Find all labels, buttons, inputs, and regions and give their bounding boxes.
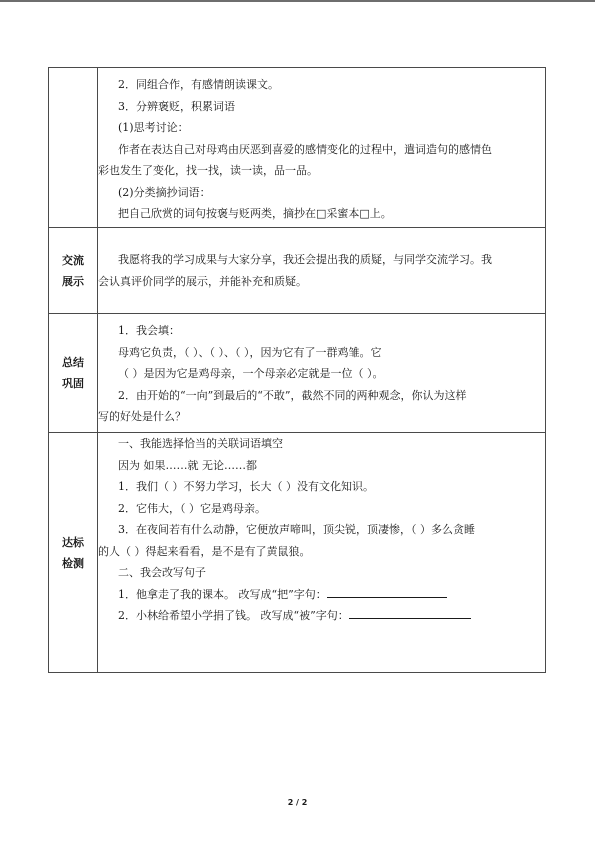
text-line — [98, 541, 545, 563]
text-line — [98, 562, 545, 584]
text-line — [98, 182, 545, 204]
line-text: 1．他拿走了我的课本。 改写成“把”字句： — [118, 587, 327, 601]
text-line — [98, 433, 545, 455]
exchange-row — [49, 228, 546, 314]
line-text: 因为 如果……就 无论……都 — [118, 458, 257, 472]
line-text: 2．小林给希望小学捐了钱。 改写成“被”字句： — [118, 609, 349, 622]
line-text: 母鸡它负责，（ ）、（ ）、（ ），因为它有了一群鸡雏。它 — [118, 345, 382, 359]
line-text: 彩也发生了变化，找一找，读一读，品一品。 — [98, 164, 318, 177]
text-line — [98, 519, 545, 541]
section-label-line: 达标 — [62, 535, 84, 549]
section-label — [49, 433, 98, 673]
reading-row — [49, 68, 546, 228]
line-text: 1．我们（ ）不努力学习，长大（ ）没有文化知识。 — [118, 480, 374, 493]
section-label — [49, 314, 98, 433]
text-line — [98, 476, 545, 498]
text-line — [98, 271, 545, 293]
text-line — [98, 363, 545, 385]
section-label-line: 检测 — [62, 556, 84, 570]
text-line — [98, 139, 545, 161]
text-line — [98, 117, 545, 139]
text-line — [98, 249, 545, 271]
line-text: （ ）是因为它是鸡母亲，一个母亲必定就是一位（ ）。 — [118, 367, 384, 380]
section-content — [98, 433, 546, 673]
line-text: 一、我能选择恰当的关联词语填空 — [118, 437, 283, 450]
text-line — [98, 203, 545, 225]
section-label-line: 展示 — [62, 274, 84, 288]
line-text: 作者在表达自己对母鸡由厌恶到喜爱的感情变化的过程中，遣词造句的感情色 — [118, 142, 492, 156]
section-label — [49, 68, 98, 228]
section-content — [98, 228, 546, 314]
summary-row — [49, 314, 546, 433]
line-text: 3．分辨褒贬，积累词语 — [118, 99, 235, 113]
text-line — [98, 385, 545, 407]
line-text: 3．在夜间若有什么动静，它便放声啼叫，顶尖锐，顶凄惨，（ ）多么贪睡 — [118, 523, 475, 536]
assessment-row — [49, 433, 546, 673]
section-label-line: 交流 — [62, 253, 84, 267]
answer-blank[interactable] — [327, 585, 447, 598]
line-text: 二、我会改写句子 — [118, 566, 206, 579]
line-text: 我愿将我的学习成果与大家分享，我还会提出我的质疑，与同学交流学习。我 — [118, 253, 492, 266]
section-content — [98, 68, 546, 228]
line-text: 会认真评价同学的展示，并能补充和质疑。 — [98, 274, 307, 288]
line-text: (2)分类摘抄词语： — [118, 185, 211, 199]
text-line — [98, 96, 545, 118]
line-text: 2．它伟大，（ ）它是鸡母亲。 — [118, 501, 266, 515]
section-label — [49, 228, 98, 314]
text-line — [98, 406, 545, 428]
text-line — [98, 498, 545, 520]
answer-blank[interactable] — [349, 606, 471, 619]
line-text: 1．我会填： — [118, 324, 180, 337]
text-line — [98, 320, 545, 342]
page-number: 2 / 2 — [287, 798, 308, 807]
line-text: 2．同组合作，有感情朗读课文。 — [118, 78, 279, 91]
text-line — [98, 584, 545, 606]
section-label-line: 巩固 — [62, 377, 84, 390]
section-content — [98, 314, 546, 433]
top-rule — [0, 0, 595, 2]
line-text: 写的好处是什么？ — [98, 410, 186, 423]
line-text: (1)思考讨论： — [118, 121, 189, 134]
text-line — [98, 455, 545, 477]
section-label-line: 总结 — [62, 356, 84, 369]
text-line — [98, 605, 545, 627]
lesson-plan-table — [48, 67, 546, 673]
line-text: 把自己欣赏的词句按褒与贬两类，摘抄在□采蜜本□上。 — [118, 207, 392, 220]
line-text: 的人（ ）得起来看看，是不是有了黄鼠狼。 — [98, 544, 311, 558]
text-line — [98, 74, 545, 96]
text-line — [98, 160, 545, 182]
line-text: 2．由开始的“一向”到最后的“不敢”，截然不同的两种观念，你认为这样 — [118, 388, 467, 402]
text-line — [98, 342, 545, 364]
